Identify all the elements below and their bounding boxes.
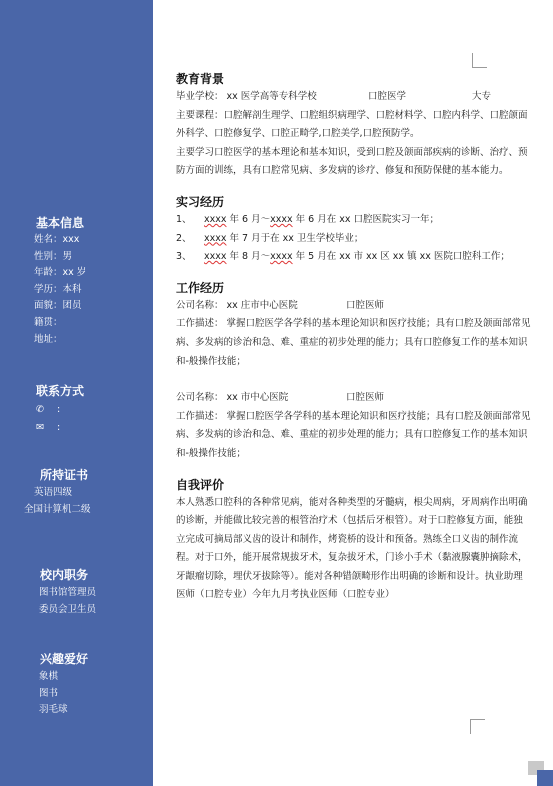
self-eval-section (176, 476, 531, 606)
work-company: 公司名称： xx 市中心医院 (176, 392, 289, 404)
certificates-list (0, 485, 153, 518)
basic-info-section (0, 214, 153, 348)
contact-title: 联系方式 (36, 384, 85, 398)
campus-role-item: 委员会卫生员 (39, 603, 97, 615)
basic-info-title: 基本信息 (36, 216, 85, 230)
internship-item (176, 230, 531, 249)
internship-date: xxxx (270, 251, 293, 263)
hobbies-title: 兴趣爱好 (40, 652, 89, 666)
work-title: 工作经历 (176, 280, 225, 295)
internship-section (176, 193, 531, 267)
self-eval-title: 自我评价 (176, 477, 225, 492)
self-eval-text: 本人熟悉口腔科的各种常见病，能对各种类型的牙髓病，根尖周病，牙周病作出明确的诊断，并能做比较完善的根管治疗术（包括后牙根管）。对于口腔修复方面，能独立完成可摘局部义齿的设计和制作，烤瓷桥的设计和预备。熟练全口义齿的制作流程。对于口外，能开展常规拔牙术，复杂拔牙术，门诊小手术（黏液腺囊肿摘除术，牙龈瘤切除，埋伏牙拔除等）。能对各种错颌畸形作出明确的诊断和设计。执业助理医师（口腔专业）今年九月考执业医师（口腔专业） (176, 496, 528, 601)
contact-email-value: : (57, 422, 61, 433)
work-description: 工作描述： 掌握口腔医学各学科的基本理论知识和医疗技能；具有口腔及颌面部常见病、多发病的诊治和急、难、重症的初步处理的能力；具有口腔修复工作的基本知识和-般操作技能； (176, 410, 531, 459)
contact-phone-value: : (57, 404, 61, 415)
work-company-row (176, 389, 531, 408)
campus-role-item: 图书馆管理员 (39, 587, 97, 598)
campus-roles-section (0, 566, 153, 618)
certificate-item: 英语四级 (34, 487, 73, 498)
basic-info-age: 年龄：xx 岁 (34, 267, 87, 279)
bottom-corner-mark (470, 719, 485, 734)
internship-item (176, 211, 531, 230)
internship-date: xxxx (204, 213, 227, 225)
education-degree: 大专 (472, 91, 492, 102)
internship-item (176, 248, 531, 267)
basic-info-education: 学历：本科 (34, 283, 82, 295)
work-position: 口腔医师 (346, 392, 385, 404)
internship-text: 年 8 月～ (226, 251, 271, 263)
campus-roles-title: 校内职务 (40, 568, 89, 582)
education-school: 毕业学校： xx 医学高等专科学校 (176, 91, 317, 102)
internship-text: 年 5 月在 xx 市 xx 区 xx 镇 xx 医院口腔科工作； (292, 251, 510, 263)
hobbies-list (0, 669, 153, 719)
work-company: 公司名称： xx 庄市中心医院 (176, 299, 298, 311)
internship-text: 年 6 月在 xx 口腔医院实习一年； (292, 213, 439, 225)
work-company-row (176, 297, 531, 316)
corner-decoration-blue (537, 770, 553, 786)
internship-item-number: 3、 (176, 251, 192, 263)
basic-info-address: 地址： (34, 333, 63, 345)
education-courses: 主要课程：口腔解剖生理学、口腔组织病理学、口腔材料学、口腔内科学、口腔颌面外科学、口腔修复学、口腔正畸学,口腔美学,口腔预防学。 (176, 109, 528, 140)
internship-item-number: 1、 (176, 213, 192, 225)
work-description: 工作描述： 掌握口腔医学各学科的基本理论知识和医疗技能；具有口腔及颌面部常见病、多发病的诊治和急、难、重症的初步处理的能力；具有口腔修复工作的基本知识和-般操作技能； (176, 318, 531, 367)
campus-roles-list (0, 585, 153, 618)
internship-date: xxxx (204, 251, 227, 263)
contact-email (36, 419, 153, 437)
internship-item-number: 2、 (176, 232, 192, 244)
sidebar (0, 0, 153, 786)
education-school-row (176, 88, 531, 107)
internship-date: xxxx (204, 232, 227, 244)
internship-text: 年 7 月于在 xx 卫生学校毕业； (226, 232, 364, 244)
internship-title: 实习经历 (176, 194, 225, 209)
basic-info-political: 面貌：团员 (34, 300, 82, 312)
hobby-item: 图书 (39, 687, 59, 699)
contact-phone (36, 401, 153, 419)
education-title: 教育背景 (176, 72, 225, 86)
hobbies-section (0, 650, 153, 719)
certificate-item: 全国计算机二级 (24, 503, 91, 515)
education-major: 口腔医学 (368, 91, 407, 102)
basic-info-gender: 性别：男 (34, 250, 73, 262)
hobby-item: 羽毛球 (39, 704, 68, 716)
internship-date: xxxx (270, 213, 293, 225)
hobby-item: 象棋 (39, 671, 59, 682)
work-section (176, 279, 531, 464)
top-corner-mark (472, 53, 487, 68)
education-section (176, 70, 531, 181)
education-summary: 主要学习口腔医学的基本理论和基本知识，受到口腔及颌面部疾病的诊断、治疗、预防方面的训练，具有口腔常见病、多发病的诊疗、修复和预防保健的基本能力。 (176, 146, 528, 177)
phone-icon: ✆ (36, 404, 44, 415)
basic-info-origin: 籍贯： (34, 316, 63, 328)
work-position: 口腔医师 (346, 299, 385, 311)
basic-info-list (0, 232, 153, 348)
certificates-title: 所持证书 (40, 468, 89, 482)
email-icon: ✉ (36, 422, 44, 433)
contact-section (0, 382, 153, 437)
basic-info-name: 姓名：xxx (34, 234, 80, 245)
certificates-section (0, 466, 153, 518)
internship-text: 年 6 月～ (226, 213, 271, 225)
contact-list (0, 401, 153, 437)
resume-content (176, 70, 531, 605)
